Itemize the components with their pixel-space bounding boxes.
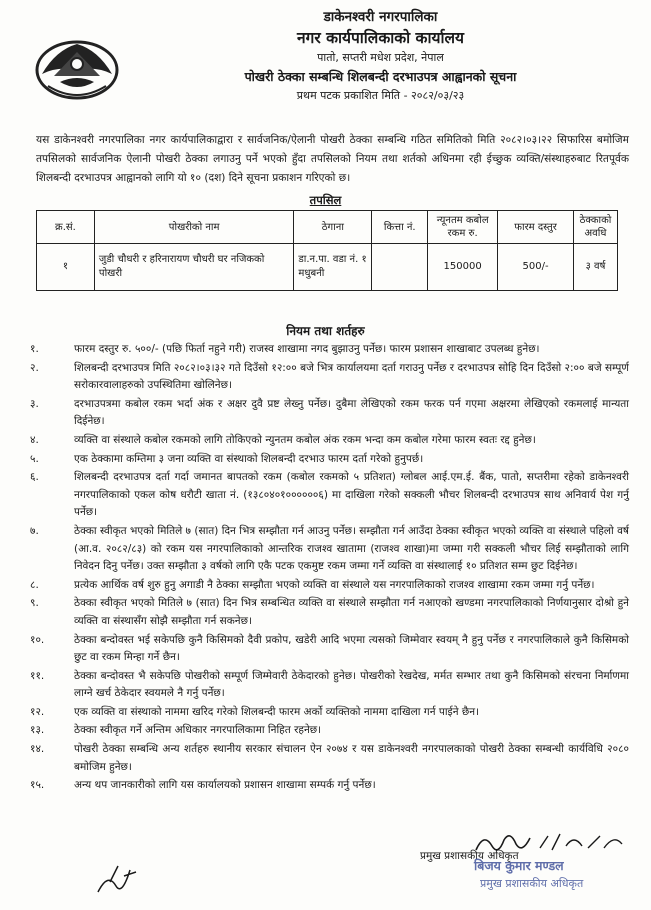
table-row [37, 244, 618, 291]
list-item [30, 668, 629, 703]
rule-number: ६. [30, 471, 39, 484]
rule-text: एक व्यक्ति वा संस्थाको नाममा खरिद गरेको शिलबन्दी फारम अर्को व्यक्तिको नाममा दाखिला गर्न पाईने छैन। [74, 705, 480, 718]
rule-text: ठेक्का स्वीकृत भएको मितिले ७ (सात) दिन भित्र सम्झौता गर्न आउनु पर्नेछ। सम्झौता गर्न आउँदा ठेक्का स्वीकृत भएको व्यक्ति वा संस्थाले पहिलो वर्ष (आ.व. २०८२/८३) को रकम यस नगरपालिकाको आन्तरिक राजश्व खातामा (राजश्व शाखा)मा जम्मा गरी सक्कली भौचर लिई सम्झौताको लागि निवेदन दिनु पर्नेछ। उक्त सम्झौता ३ वर्षको लागि एकै पटक एकमुष्ट रकम जम्मा गर्ने व्यक्ति वा संस्थालाई १० प्रतिशत सम्म छुट दिईनेछ। [74, 524, 629, 573]
col-header-serial: क्र.सं. [37, 211, 95, 244]
initials-mark [94, 862, 140, 900]
list-item [30, 360, 629, 395]
list-item [30, 469, 629, 522]
rule-text: शिलबन्दी दरभाउपत्र मिति २०८२।०३।३२ गते दिउँसो १२:०० बजे भित्र कार्यालयमा दर्ता गराउनु पर्नेछ र दरभाउपत्र सोहि दिन दिउँसो २:०० बजे सम्पूर्ण सरोकारवालाहरुको उपस्थितिमा खोलिनेछ। [74, 361, 629, 392]
cell-plot-no [372, 244, 428, 291]
pond-schedule-table [36, 210, 618, 291]
cell-serial: १ [37, 244, 95, 291]
col-header-pond-name: पोखरीको नाम [94, 211, 294, 244]
nepal-emblem-logo [34, 30, 120, 102]
rule-number: ९. [30, 597, 39, 610]
col-header-address: ठेगाना [294, 211, 372, 244]
office-address: पातो, सप्तरी मधेश प्रदेश, नेपाल [317, 51, 444, 64]
schedule-heading: तपसिल [309, 193, 342, 207]
rules-list [30, 341, 629, 796]
rule-text: व्यक्ति वा संस्थाले कबोल रकमको लागि तोकिएको न्युनतम कबोल अंक रकम भन्दा कम कबोल गरेमा फारम स्वतः रद्द हुनेछ। [74, 433, 536, 446]
list-item [30, 577, 629, 595]
col-header-duration: ठेक्काको अवधि [573, 211, 617, 244]
rule-text: ठेक्का बन्दोवस्त भई सकेपछि कुनै किसिमको दैवी प्रकोप, खडेरी आदि भएमा त्यसको जिम्मेवार स्वयम् नै हुनु पर्नेछ र नगरपालिकाले कुनै किसिमको छुट वा रकम मिन्हा गर्ने छैन। [74, 633, 629, 664]
rules-heading: नियम तथा शर्तहरु [286, 324, 365, 338]
col-header-form-fee: फारम दस्तुर [498, 211, 574, 244]
rule-number: ३. [30, 397, 39, 410]
rule-text: एक ठेक्कामा कम्तिमा ३ जना व्यक्ति वा संस्थाको शिलबन्दी दरभाउ फारम दर्ता गरेको हुनुपर्छ। [74, 452, 424, 465]
notice-title: पोखरी ठेक्का सम्बन्धि शिलबन्दी दरभाउपत्र आह्वानको सूचना [244, 69, 517, 84]
municipality-name: डाकेनश्वरी नगरपालिका [323, 9, 438, 25]
letterhead [130, 8, 631, 105]
list-item [30, 451, 629, 469]
rule-number: ५. [30, 452, 39, 465]
cell-address: डा.न.पा. वडा नं. १ मधुबनी [294, 244, 372, 291]
rule-text: प्रत्येक आर्थिक वर्ष शुरु हुनु अगाडी नै ठेक्का सम्झौता भएको व्यक्ति वा संस्थाले यस नगरपालिकाको राजश्व शाखामा रकम जम्मा गर्नु पर्नेछ। [74, 578, 595, 591]
cell-pond-name: जुडी चौधरी र हरिनारायण चौधरी घर नजिकको पोखरी [94, 244, 294, 291]
rule-text: दरभाउपत्रमा कबोल रकम भर्दा अंक र अक्षर दुवै प्रष्ट लेख्नु पर्नेछ। दुबैमा लेखिएको रकम फरक पर्न गएमा अक्षरमा लेखिएको रकमलाई मान्यता दिईनेछ। [74, 397, 629, 428]
list-item [30, 523, 629, 576]
list-item [30, 432, 629, 450]
official-stamp-title: प्रमुख प्रशासकीय अधिकृत [480, 877, 584, 890]
rule-number: ७. [30, 524, 39, 537]
rule-number: १. [30, 343, 39, 355]
rule-text: ठेक्का स्वीकृत भएको मितिले ७ (सात) दिन भित्र सम्बन्धित व्यक्ति वा संस्थाले सम्झौता गर्न नआएको खण्डमा नगरपालिकाको निर्णयानुसार दोश्रो हुने व्यक्ति वा संस्थासँग सोझै सम्झौता गर्न सकनेछ। [74, 597, 629, 627]
col-header-plot-no: कित्ता नं. [372, 211, 428, 244]
cell-duration: ३ वर्ष [573, 244, 617, 291]
rule-number: १२. [30, 705, 45, 718]
list-item [30, 741, 629, 776]
list-item [30, 632, 629, 667]
rule-number: ११. [30, 669, 45, 682]
rule-number: १४. [30, 743, 45, 756]
rule-text: शिलबन्दी दरभाउपत्र दर्ता गर्दा जमानत बापतको रकम (कबोल रकमको ५ प्रतिशत) ग्लोबल आई.एम.ई. बैंक, पातो, सप्तरीमा रहेको डाकेनश्वरी नगरपालिकाको एकल कोष धरौटी खाता नं. (१३८०४०१००००००६) मा दाखिला गरेको सक्कली भौचर शिलबन्दी दरभाउपत्र साथ अनिवार्य पेश गर्नु पर्नेछ। [74, 471, 629, 519]
cell-min-bid: 150000 [428, 244, 498, 291]
publication-date: प्रथम पटक प्रकाशित मिति - २०८२/०३/२३ [296, 89, 465, 102]
list-item [30, 396, 629, 431]
rule-text: ठेक्का बन्दोवस्त भै सकेपछि पोखरीको सम्पूर्ण जिम्मेवारी ठेकेदारको हुनेछ। पोखरीको रेखदेख, मर्मत सम्भार तथा कुनै किसिमको संरचना निर्माणमा लाग्ने खर्च ठेकेदार स्वयमले नै गर्नु पर्नेछ। [74, 669, 629, 700]
signer-title: प्रमुख प्रशासकीय अधिकृत [420, 850, 519, 862]
cell-form-fee: 500/- [498, 244, 574, 291]
rule-number: ४. [30, 433, 39, 446]
rule-text: ठेक्का स्वीकृत गर्ने अन्तिम अधिकार नगरपालिकामा निहित रहनेछ। [74, 724, 322, 737]
list-item [30, 777, 629, 795]
rule-number: १०. [30, 633, 45, 646]
rule-number: २. [30, 361, 39, 374]
rule-text: पोखरी ठेक्का सम्बन्धि अन्य शर्तहरु स्थानीय सरकार संचालन ऐन २०७४ र यस डाकेनश्वरी नगरपालकाको पोखरी ठेक्का सम्बन्धी कार्यविधि २०८० बमोजिम हुनेछ। [74, 743, 629, 773]
rule-number: १५. [30, 779, 45, 792]
intro-paragraph: यस डाकेनश्वरी नगरपालिका नगर कार्यपालिकाद्वारा र सार्वजनिक/ऐलानी पोखरी ठेक्का सम्बन्धि गठित समितिको मिति २०८२।०३।२२ सिफारिस बमोजिम तपसिलको सार्वजनिक ऐलानी पोखरी ठेक्का लगाउनु पर्ने भएको हुँदा तपसिलको नियम तथा शर्तको अधिनमा रही ईच्छुक व्यक्ति/संस्थाहरुबाट रितपूर्वक शिलबन्दी दरभाउपत्र आह्वानको लागि यो १० (दश) दिने सूचना प्रकाशन गरिएको छ। [36, 134, 629, 184]
table-header-row [37, 211, 618, 244]
official-stamp-name: बिजय कुमार मण्डल [474, 858, 564, 873]
list-item [30, 595, 629, 630]
office-name: नगर कार्यपालिकाको कार्यालय [297, 29, 464, 47]
rule-number: ८. [30, 578, 39, 591]
list-item [30, 704, 629, 722]
rule-text: अन्य थप जानकारीको लागि यस कार्यालयको प्रशासन शाखामा सम्पर्क गर्नु पर्नेछ। [74, 779, 376, 792]
col-header-min-bid: न्यूनतम कबोल रकम रु. [428, 211, 498, 244]
list-item [30, 722, 629, 740]
rule-text: फारम दस्तुर रु. ५००/- (पछि फिर्ता नहुने गरी) राजस्व शाखामा नगद बुझाउनु पर्नेछ। फारम प्रशासन शाखाबाट उपलब्ध हुनेछ। [74, 343, 540, 355]
rule-number: १३. [30, 724, 45, 737]
list-item [30, 341, 629, 359]
